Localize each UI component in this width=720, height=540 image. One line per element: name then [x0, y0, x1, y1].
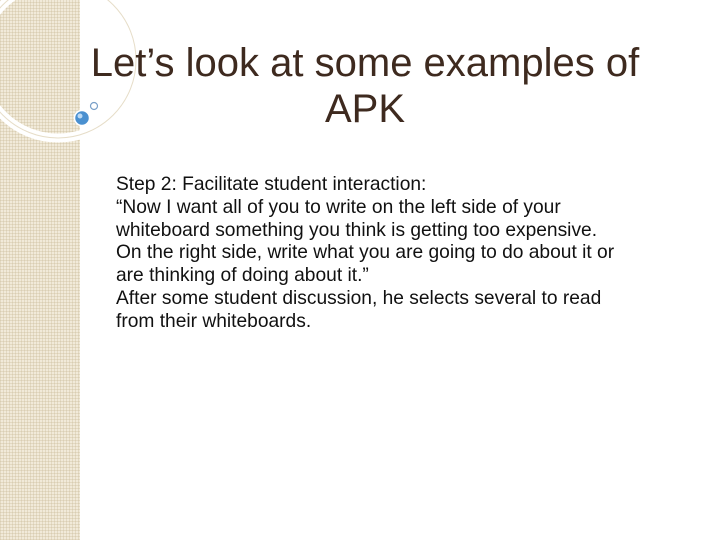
slide-title-line-1: Let’s look at some examples of [90, 41, 640, 85]
body-paragraph-quote: “Now I want all of you to write on the left side of your whiteboard something you think is getting too expensive. On the right side, write what you are going to do about it or are thinking of doing about it.” [116, 196, 615, 287]
body-paragraph-discussion: After some student discussion, he selects several to read from their whiteboards. [116, 287, 602, 332]
slide-body [116, 174, 616, 334]
slide-title-line-2: APK [324, 87, 406, 131]
body-paragraph-step: Step 2: Facilitate student interaction: [116, 174, 427, 195]
slide-title [40, 40, 690, 132]
